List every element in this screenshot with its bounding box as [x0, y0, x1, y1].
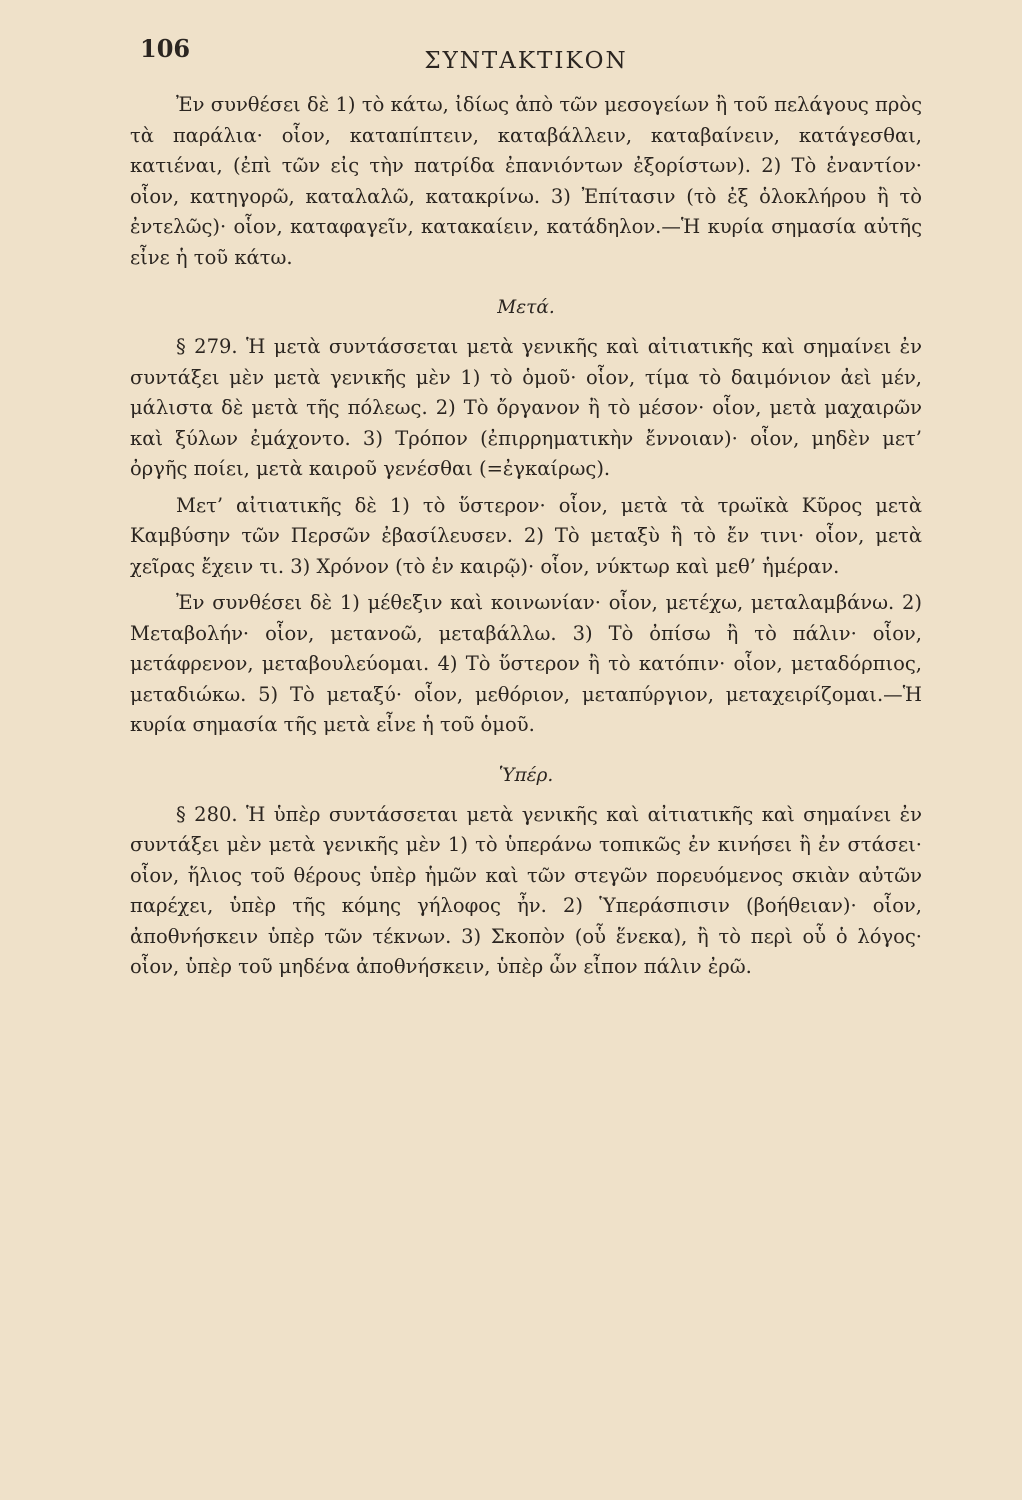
page-number: 106 [140, 34, 191, 63]
paragraph-279: § 279. Ἡ μετὰ συντάσσεται μετὰ γενικῆς καὶ αἰτιατικῆς καὶ σημαίνει ἐν συντάξει μὲν μετὰ γενικῆς μὲν 1) τὸ ὁμοῦ· οἷον, τίμα τὸ δαιμόνιον ἀεὶ μέν, μάλιστα δὲ μετὰ τῆς πόλεως. 2) Τὸ ὄργανον ἢ τὸ μέσον· οἷον, μετὰ μαχαιρῶν καὶ ξύλων ἐμάχοντο. 3) Τρόπον (ἐπιρρηματικὴν ἔννοιαν)· οἷον, μηδὲν μετ’ ὀργῆς ποίει, μετὰ καιροῦ γενέσθαι (=ἐγκαίρως). [130, 335, 922, 480]
section-heading-hyper: Ὑπέρ. [498, 764, 554, 786]
paragraph-meta-composition: Ἐν συνθέσει δὲ 1) μέθεξιν καὶ κοινωνίαν· οἷον, μετέχω, μεταλαμβάνω. 2) Μεταβολήν· οἷον, μετανοῶ, μεταβάλλω. 3) Τὸ ὀπίσω ἢ τὸ πάλιν· οἷον, μετάφρενον, μεταβουλεύομαι. 4) Τὸ ὕστερον ἢ τὸ κατόπιν· οἷον, μεταδόρπιος, μεταδιώκω. 5) Τὸ μεταξύ· οἷον, μεθόριον, μεταπύργιον, μεταχειρίζομαι.—Ἡ κυρία σημασία τῆς μετὰ εἶνε ἡ τοῦ ὁμοῦ. [130, 591, 922, 736]
paragraph-280: § 280. Ἡ ὑπὲρ συντάσσεται μετὰ γενικῆς καὶ αἰτιατικῆς καὶ σημαίνει ἐν συντάξει μὲν μετὰ γενικῆς μὲν 1) τὸ ὑπεράνω τοπικῶς ἐν κινήσει ἢ ἐν στάσει· οἷον, ἥλιος τοῦ θέρους ὑπὲρ ἡμῶν καὶ τῶν στεγῶν πορευόμενος σκιὰν αὐτῶν παρέχει, ὑπὲρ τῆς κόμης γήλοφος ἦν. 2) Ὑπεράσπισιν (βοήθειαν)· οἷον, ἀποθνήσκειν ὑπὲρ τῶν τέκνων. 3) Σκοπὸν (οὗ ἕνεκα), ἢ τὸ περὶ οὗ ὁ λόγος· οἷον, ὑπὲρ τοῦ μηδένα ἀποθνήσκειν, ὑπὲρ ὧν εἶπον πάλιν ἐρῶ. [130, 802, 922, 978]
paragraph-kata-composition: Ἐν συνθέσει δὲ 1) τὸ κάτω, ἰδίως ἀπὸ τῶν μεσογείων ἢ τοῦ πελάγους πρὸς τὰ παράλια· οἷον, καταπίπτειν, καταβάλλειν, καταβαίνειν, κατάγεσθαι, κατιέναι, (ἐπὶ τῶν εἰς τὴν πατρίδα ἐπανιόντων ἐξορίστων). 2) Τὸ ἐναντίον· οἷον, κατηγορῶ, καταλαλῶ, κατακρίνω. 3) Ἐπίτασιν (τὸ ἐξ ὁλοκλήρου ἢ τὸ ἐντελῶς)· οἷον, καταφαγεῖν, κατακαίειν, κατάδηλον.—Ἡ κυρία σημασία αὐτῆς εἶνε ἡ τοῦ κάτω. [130, 93, 922, 269]
running-title: ΣΥΝΤΑΚΤΙΚΟΝ [424, 48, 628, 74]
page-header [130, 30, 922, 90]
section-heading-meta: Μετά. [497, 297, 555, 318]
paragraph-meta-accusative: Μετ’ αἰτιατικῆς δὲ 1) τὸ ὕστερον· οἷον, μετὰ τὰ τρωϊκὰ Κῦρος μετὰ Καμβύσην τῶν Περσῶν ἐβασίλευσεν. 2) Τὸ μεταξὺ ἢ τὸ ἔν τινι· οἷον, μετὰ χεῖρας ἔχειν τι. 3) Χρόνον (τὸ ἐν καιρῷ)· οἷον, νύκτωρ καὶ μεθ’ ἡμέραν. [130, 493, 922, 578]
